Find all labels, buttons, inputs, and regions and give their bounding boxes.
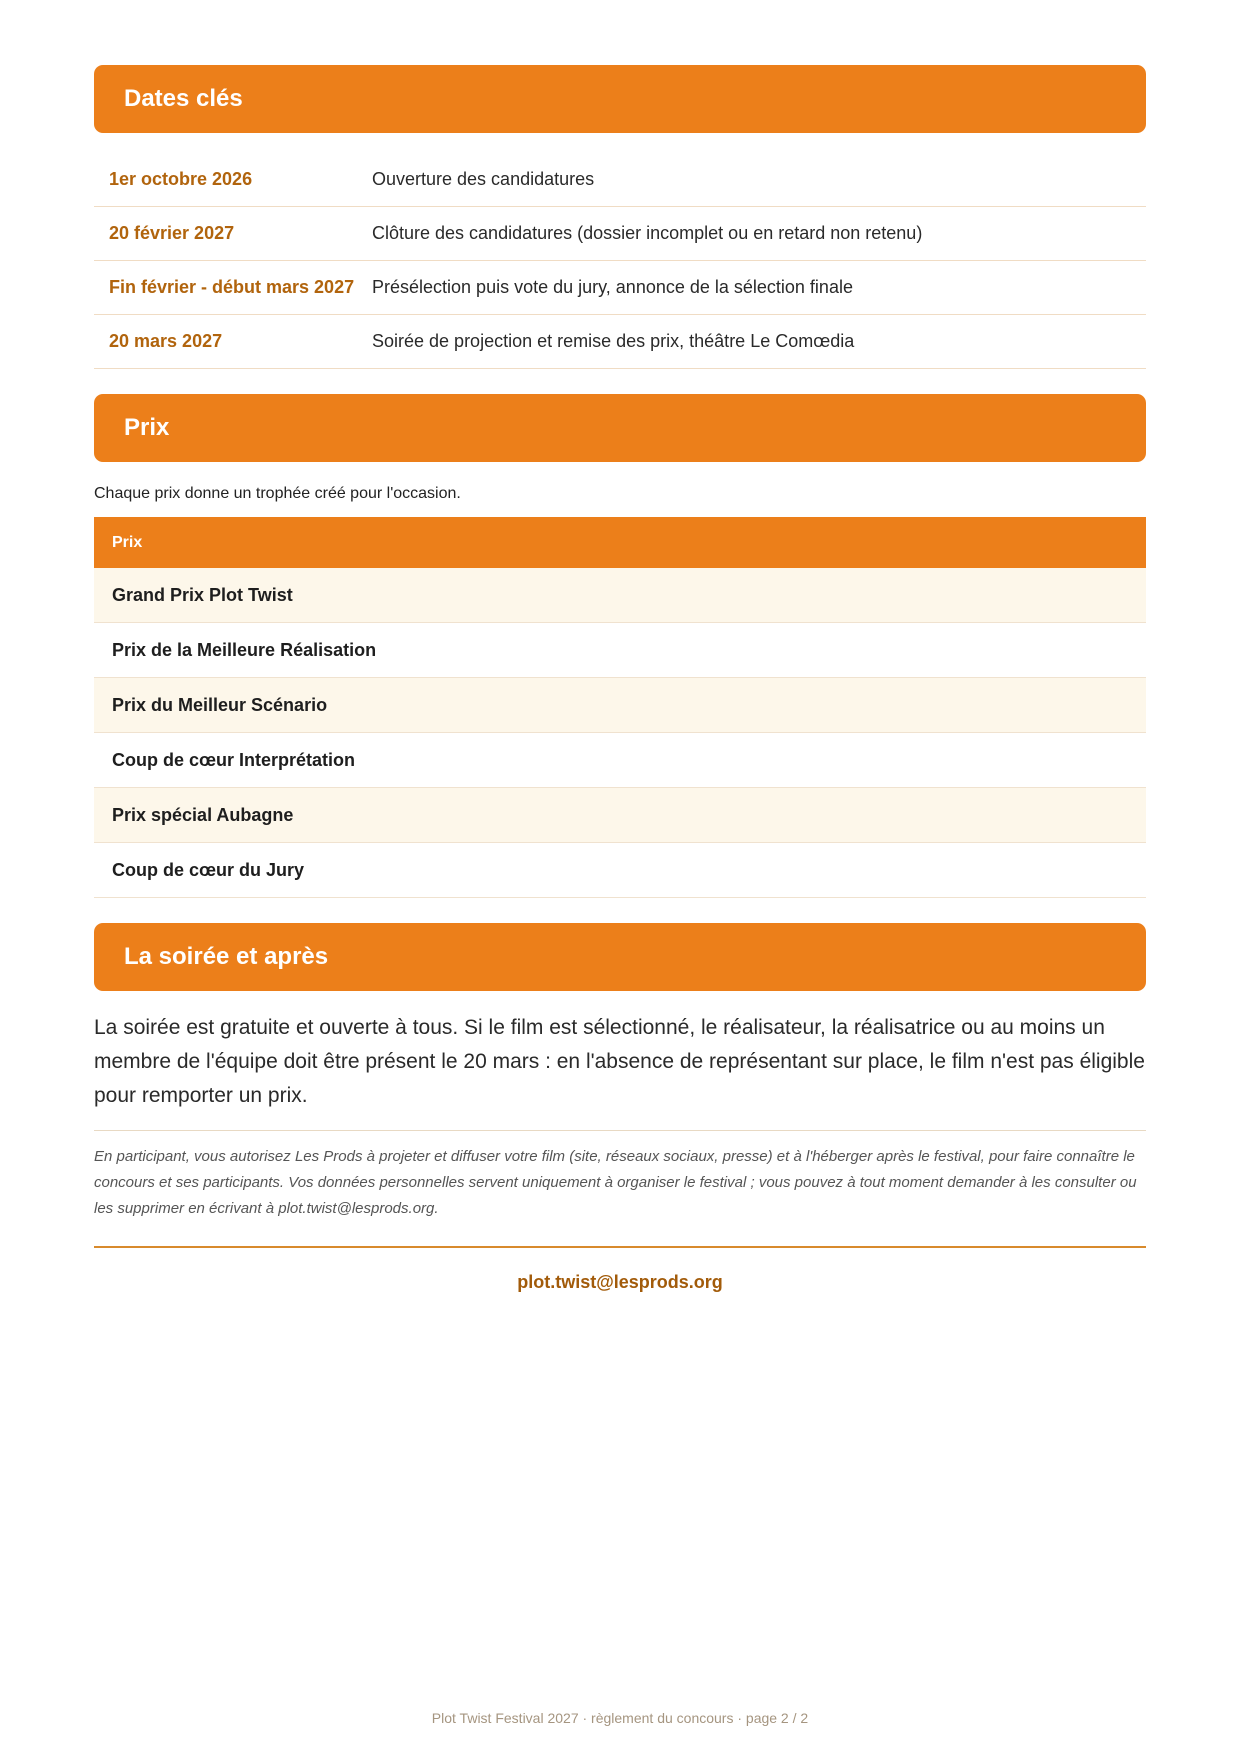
date-row [94, 153, 1146, 207]
section-header-soiree [94, 923, 1146, 991]
date-description: Présélection puis vote du jury, annonce de la sélection finale [372, 277, 853, 297]
date-label: 20 mars 2027 [109, 331, 223, 351]
prix-table-header: Prix [94, 517, 1146, 568]
date-row [94, 261, 1146, 315]
section-title-prix: Prix [124, 414, 170, 441]
date-label: Fin février - début mars 2027 [109, 277, 355, 297]
date-row [94, 315, 1146, 369]
date-row [94, 207, 1146, 261]
date-description: Soirée de projection et remise des prix, théâtre Le Comœdia [372, 331, 855, 351]
date-label: 20 février 2027 [109, 223, 235, 243]
section-header-prix [94, 394, 1146, 462]
dates-table [94, 153, 1146, 369]
page-footer: Plot Twist Festival 2027 · règlement du concours · page 2 / 2 [431, 1710, 809, 1726]
prix-row: Prix du Meilleur Scénario [94, 678, 1146, 733]
document-page [94, 65, 1146, 1293]
prix-intro: Chaque prix donne un trophée créé pour l'occasion. [94, 485, 461, 502]
prix-row: Coup de cœur Interprétation [94, 733, 1146, 788]
prix-row: Prix spécial Aubagne [94, 788, 1146, 843]
soiree-body-text: La soirée est gratuite et ouverte à tous. Si le film est sélectionné, le réalisateur, la réalisatrice ou au moins un membre de l'équipe doit être présent le 20 mars : en l'absence de représentant sur place, le film n'est pas éligible pour remporter un prix. [94, 1011, 1146, 1131]
legal-notice: En participant, vous autorisez Les Prods à projeter et diffuser votre film (site, réseaux sociaux, presse) et à l'héberger après le festival, pour faire connaître le concours et ses participants. Vos données personnelles servent uniquement à organiser le festival ; vous pouvez à tout moment demander à les consulter ou les supprimer en écrivant à plot.twist@lesprods.org. [94, 1144, 1146, 1248]
prix-table [94, 517, 1146, 898]
section-header-dates [94, 65, 1146, 133]
contact-email-link[interactable]: plot.twist@lesprods.org [517, 1272, 723, 1292]
section-title-soiree: La soirée et après [124, 943, 329, 970]
prix-row: Coup de cœur du Jury [94, 843, 1146, 898]
prix-row: Prix de la Meilleure Réalisation [94, 623, 1146, 678]
section-title-dates: Dates clés [124, 85, 243, 112]
date-description: Clôture des candidatures (dossier incomplet ou en retard non retenu) [372, 223, 923, 243]
date-description: Ouverture des candidatures [372, 169, 595, 189]
prix-row: Grand Prix Plot Twist [94, 568, 1146, 623]
date-label: 1er octobre 2026 [109, 169, 253, 189]
